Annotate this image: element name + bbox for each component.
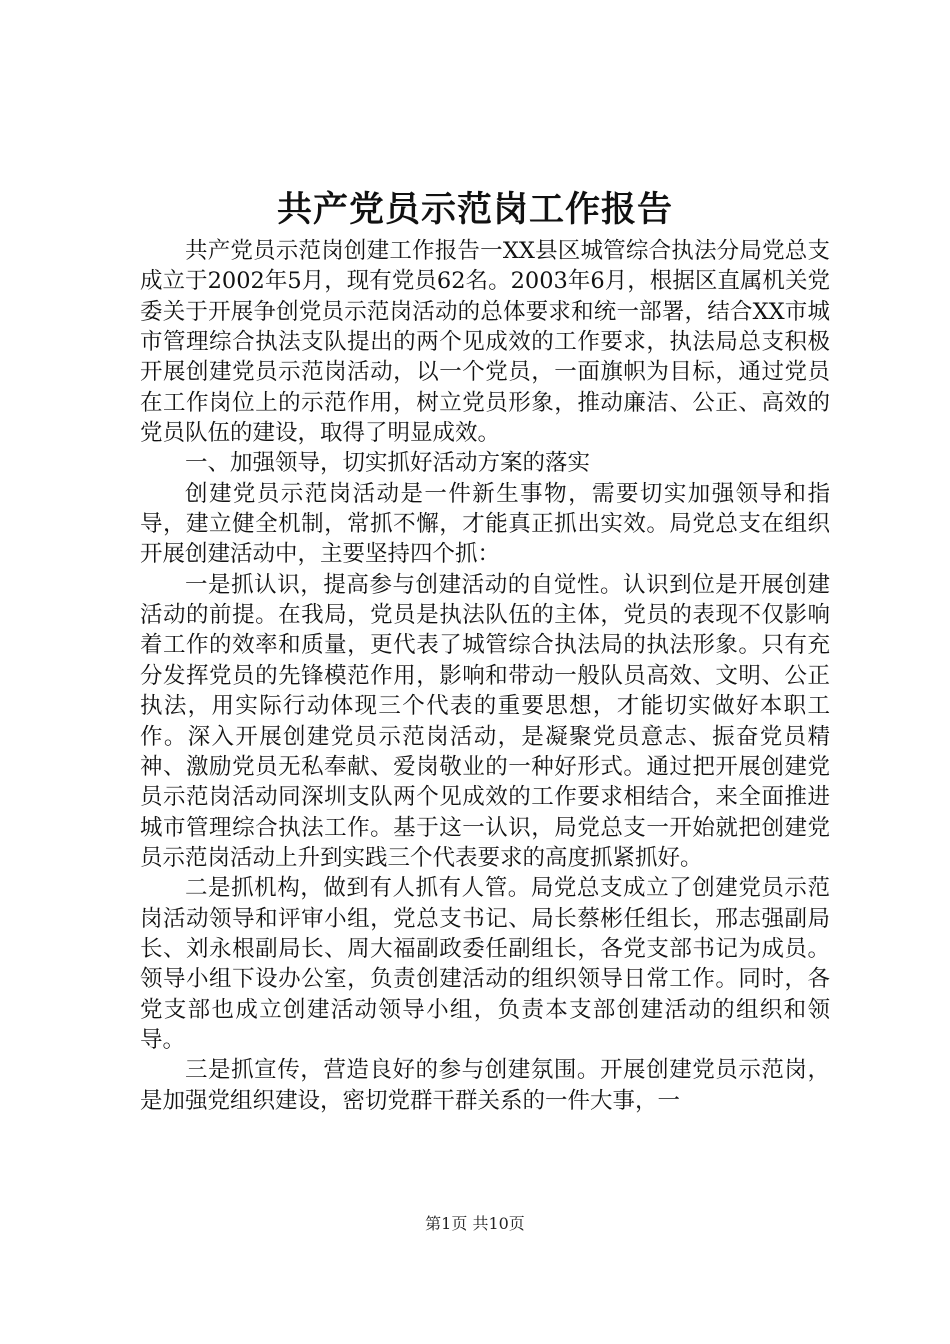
paragraph-overview: 创建党员示范岗活动是一件新生事物，需要切实加强领导和指导，建立健全机制，常抓不懈，才能真正抓出实效。局党总支在组织开展创建活动中，主要坚持四个抓： bbox=[140, 480, 830, 568]
paragraph-point-2: 二是抓机构，做到有人抓有人管。局党总支成立了创建党员示范岗活动领导和评审小组，党总支书记、局长蔡彬任组长，邢志强副局长、刘永根副局长、周大福副政委任副组长，各党支部书记为成员。领导小组下设办公室，负责创建活动的组织领导日常工作。同时，各党支部也成立创建活动领导小组，负责本支部创建活动的组织和领导。 bbox=[140, 875, 830, 1053]
paragraph-point-3: 三是抓宣传，营造良好的参与创建氛围。开展创建党员示范岗，是加强党组织建设，密切党群干群关系的一件大事，一 bbox=[140, 1057, 830, 1114]
page-number-footer: 第1页 共10页 bbox=[425, 1214, 525, 1233]
document-title: 共产党员示范岗工作报告 bbox=[276, 189, 673, 230]
paragraph-intro: 共产党员示范岗创建工作报告一XX县区城管综合执法分局党总支成立于2002年5月，现有党员62名。2003年6月，根据区直属机关党委关于开展争创党员示范岗活动的总体要求和统一部署，结合XX市城市管理综合执法支队提出的两个见成效的工作要求，执法局总支积极开展创建党员示范岗活动，以一个党员，一面旗帜为目标，通过党员在工作岗位上的示范作用，树立党员形象，推动廉洁、公正、高效的党员队伍的建设，取得了明显成效。 bbox=[140, 238, 830, 447]
document-body bbox=[140, 236, 830, 1116]
paragraph-point-1: 一是抓认识，提高参与创建活动的自觉性。认识到位是开展创建活动的前提。在我局，党员是执法队伍的主体，党员的表现不仅影响着工作的效率和质量，更代表了城管综合执法局的执法形象。只有充分发挥党员的先锋模范作用，影响和带动一般队员高效、文明、公正执法，用实际行动体现三个代表的重要思想，才能切实做好本职工作。深入开展创建党员示范岗活动，是凝聚党员意志、振奋党员精神、激励党员无私奉献、爱岗敬业的一种好形式。通过把开展创建党员示范岗活动同深圳支队两个见成效的工作要求相结合，来全面推进城市管理综合执法工作。基于这一认识，局党总支一开始就把创建党员示范岗活动上升到实践三个代表要求的高度抓紧抓好。 bbox=[140, 571, 830, 871]
section-heading-1: 一、加强领导，切实抓好活动方案的落实 bbox=[185, 450, 591, 477]
